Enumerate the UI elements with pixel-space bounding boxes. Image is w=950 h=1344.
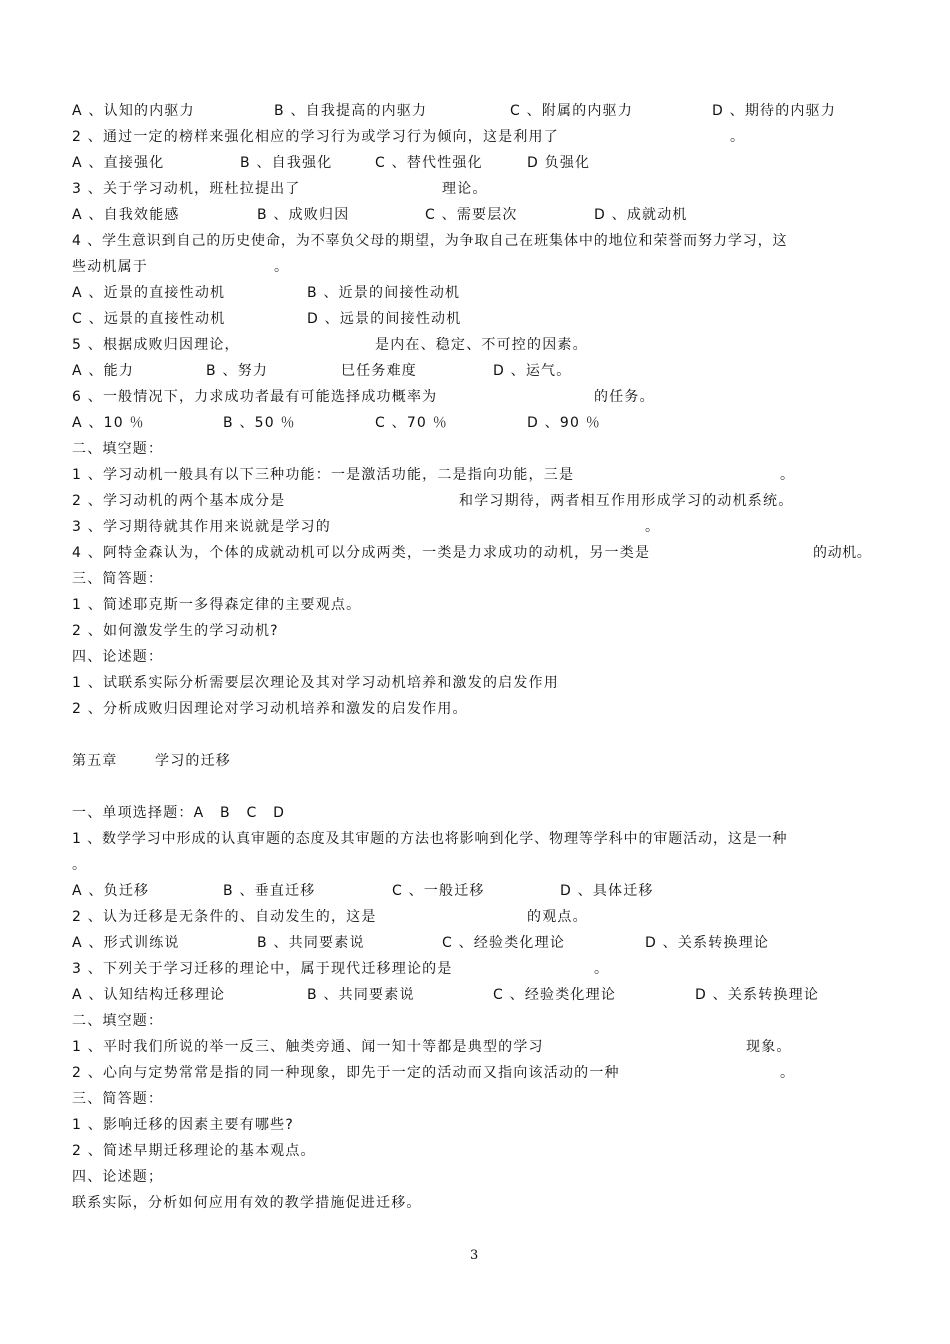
ch5-q2-option-b: B 、共同要素说 (257, 935, 365, 951)
ch4-q2-option-a: A 、直接强化 (72, 155, 165, 171)
ch5-q2-option-a: A 、形式训练说 (72, 935, 180, 951)
ch5-q1-option-a: A 、负迁移 (72, 883, 150, 899)
ch4-essay-heading: 四、论述题： (72, 649, 164, 665)
ch5-q1-option-b: B 、垂直迁移 (223, 883, 316, 899)
ch5-chapter-number: 第五章 (72, 753, 118, 769)
ch4-q4-option-a: A 、近景的直接性动机 (72, 285, 226, 301)
ch4-q2-option-d: D 负强化 (527, 155, 591, 171)
ch4-q3-option-b: B 、成败归因 (257, 207, 350, 223)
ch5-q3-text: 3 、下列关于学习迁移的理论中，属于现代迁移理论的是 (72, 961, 453, 977)
ch4-fill-3-end: 。 (645, 519, 661, 535)
ch4-q6-option-c: C 、70 ％ (375, 415, 448, 431)
ch5-essay-heading: 四、论述题； (72, 1169, 164, 1185)
ch4-q3-option-c: C 、需要层次 (425, 207, 518, 223)
ch4-q2-option-c: C 、替代性强化 (375, 155, 483, 171)
ch5-q1-option-d: D 、具体迁移 (560, 883, 654, 899)
ch5-fill-1-end: 现象。 (746, 1039, 792, 1055)
ch5-fill-heading: 二、填空题： (72, 1013, 164, 1029)
ch5-q3-end: 。 (594, 961, 610, 977)
ch4-short-1: 1 、简述耶克斯一多得森定律的主要观点。 (72, 597, 362, 613)
ch5-short-2: 2 、简述早期迁移理论的基本观点。 (72, 1143, 316, 1159)
ch4-q4-option-d: D 、远景的间接性动机 (307, 311, 462, 327)
ch4-q3-end: 理论。 (442, 181, 488, 197)
ch5-fill-2: 2 、心向与定势常常是指的同一种现象，即先于一定的活动而又指向该活动的一种 (72, 1065, 620, 1081)
ch4-short-heading: 三、简答题： (72, 571, 164, 587)
ch5-short-1: 1 、影响迁移的因素主要有哪些? (72, 1117, 294, 1133)
ch4-fill-2-end: 和学习期待，两者相互作用形成学习的动机系统。 (459, 493, 794, 509)
ch5-q1-option-c: C 、一般迁移 (392, 883, 485, 899)
ch5-q1-line2: 。 (72, 857, 88, 873)
ch4-q5-option-b: B 、努力 (206, 363, 269, 379)
ch5-q3-option-d: D 、关系转换理论 (695, 987, 820, 1003)
ch4-q3-text: 3 、关于学习动机，班杜拉提出了 (72, 181, 301, 197)
ch4-q2-text: 2 、通过一定的榜样来强化相应的学习行为或学习行为倾向，这是利用了 (72, 129, 559, 145)
ch5-chapter-title: 学习的迁移 (155, 753, 231, 769)
ch4-fill-1: 1 、学习动机一般具有以下三种功能：一是激活功能，二是指向功能，三是 (72, 467, 575, 483)
ch5-fill-1: 1 、平时我们所说的举一反三、触类旁通、闻一知十等都是典型的学习 (72, 1039, 544, 1055)
ch4-fill-heading: 二、填空题： (72, 441, 164, 457)
ch4-q5-end: 是内在、稳定、不可控的因素。 (375, 337, 588, 353)
ch5-essay-1: 联系实际，分析如何应用有效的教学措施促进迁移。 (72, 1195, 422, 1211)
ch4-q6-option-b: B 、50 ％ (223, 415, 296, 431)
ch4-q4-line2: 些动机属于 (72, 259, 148, 275)
ch4-q5-option-a: A 、能力 (72, 363, 135, 379)
ch4-q2-end: 。 (730, 129, 746, 145)
ch5-q2-option-c: C 、经验类化理论 (442, 935, 566, 951)
ch4-q1-option-b: B 、自我提高的内驱力 (274, 103, 428, 119)
ch5-q2-end: 的观点。 (527, 909, 588, 925)
ch4-q1-option-a: A 、认知的内驱力 (72, 103, 195, 119)
ch5-q2-option-d: D 、关系转换理论 (645, 935, 770, 951)
ch4-q6-end: 的任务。 (594, 389, 655, 405)
page-number: 3 (470, 1248, 479, 1263)
ch4-q4-line1: 4 、学生意识到自己的历史使命，为不辜负父母的期望，为争取自己在班集体中的地位和荣誉而努力学习，这 (72, 233, 788, 249)
ch4-q3-option-a: A 、自我效能感 (72, 207, 180, 223)
ch4-fill-4-end: 的动机。 (813, 545, 872, 561)
ch4-q5-option-c: 巳任务难度 (341, 363, 417, 379)
ch4-q5-text: 5 、根据成败归因理论， (72, 337, 240, 353)
ch4-q4-option-c: C 、远景的直接性动机 (72, 311, 226, 327)
ch4-q4-end: 。 (274, 259, 290, 275)
ch5-q2-text: 2 、认为迁移是无条件的、自动发生的，这是 (72, 909, 377, 925)
ch5-q1-line1: 1 、数学学习中形成的认真审题的态度及其审题的方法也将影响到化学、物理等学科中的审题活动，这是一种 (72, 831, 788, 847)
ch4-q2-option-b: B 、自我强化 (240, 155, 333, 171)
ch4-fill-1-end: 。 (780, 467, 796, 483)
ch5-fill-2-end: 。 (780, 1065, 796, 1081)
ch5-q3-option-b: B 、共同要素说 (307, 987, 415, 1003)
ch4-essay-2: 2 、分析成败归因理论对学习动机培养和激发的启发作用。 (72, 701, 468, 717)
ch4-fill-3: 3 、学习期待就其作用来说就是学习的 (72, 519, 331, 535)
ch4-essay-1: 1 、试联系实际分析需要层次理论及其对学习动机培养和激发的启发作用 (72, 675, 559, 691)
ch4-q1-option-c: C 、附属的内驱力 (510, 103, 634, 119)
ch4-short-2: 2 、如何激发学生的学习动机? (72, 623, 279, 639)
ch5-short-heading: 三、简答题： (72, 1091, 164, 1107)
ch4-fill-4: 4 、阿特金森认为，个体的成就动机可以分成两类，一类是力求成功的动机，另一类是 (72, 545, 651, 561)
ch4-q6-option-a: A 、10 ％ (72, 415, 145, 431)
ch4-q4-option-b: B 、近景的间接性动机 (307, 285, 461, 301)
ch4-q1-option-d: D 、期待的内驱力 (712, 103, 837, 119)
ch5-q3-option-c: C 、经验类化理论 (493, 987, 617, 1003)
ch4-q6-option-d: D 、90 ％ (527, 415, 601, 431)
ch5-mc-heading: 一、单项选择题：A B C D (72, 805, 286, 821)
ch4-q6-text: 6 、一般情况下，力求成功者最有可能选择成功概率为 (72, 389, 438, 405)
ch4-fill-2: 2 、学习动机的两个基本成分是 (72, 493, 286, 509)
ch5-q3-option-a: A 、认知结构迁移理论 (72, 987, 226, 1003)
ch4-q3-option-d: D 、成就动机 (594, 207, 688, 223)
ch4-q5-option-d: D 、运气。 (493, 363, 572, 379)
